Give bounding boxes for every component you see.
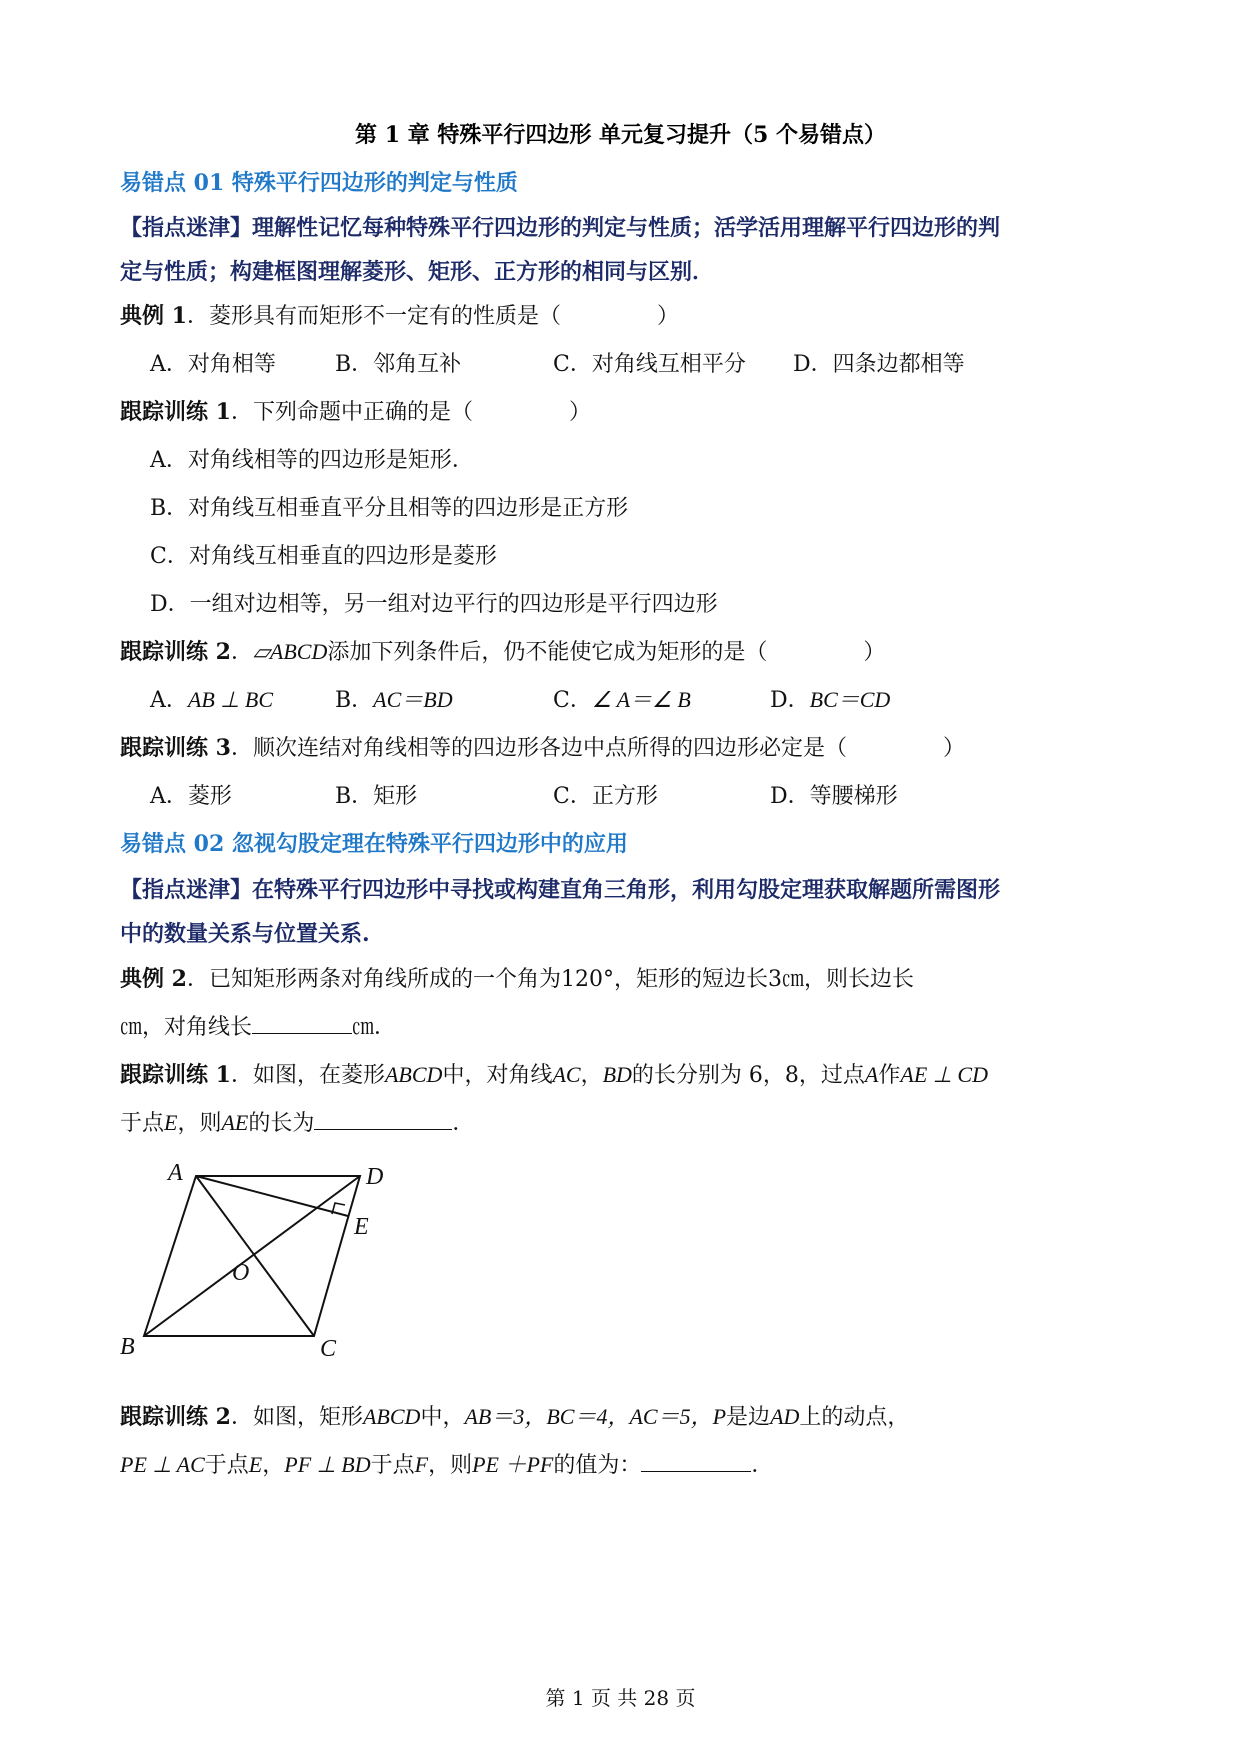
label-c: C: [320, 1336, 337, 1358]
section-heading-01: 易错点 01 特殊平行四边形的判定与性质: [120, 170, 518, 196]
label-a: A: [168, 1160, 183, 1186]
training-text: ．顺次连结对角线相等的四边形各边中点所得的四边形必定是（: [230, 736, 847, 761]
answer-blank[interactable]: [252, 1015, 352, 1034]
hint-paragraph-01: [120, 211, 1000, 242]
hint-label: 【指点迷津】: [120, 215, 253, 241]
label-b: B: [120, 1334, 135, 1358]
option-b: B．AC＝BD: [335, 687, 453, 713]
example-2-line1: [120, 962, 914, 993]
math-abcd: ABCD: [269, 639, 328, 664]
label-o: O: [232, 1260, 250, 1286]
label-e: E: [354, 1214, 369, 1240]
parallelogram-symbol: ▱: [252, 639, 270, 664]
option-a: A．对角线相等的四边形是矩形．: [150, 448, 474, 473]
option-b: B．邻角互补: [335, 352, 462, 377]
page-footer: 第 1 页 共 28 页: [545, 1686, 696, 1710]
paren-close: ）: [942, 736, 965, 761]
training-label: 跟踪训练 1: [120, 399, 231, 425]
example-text: ．已知矩形两条对角线所成的一个角为120°，矩形的短边长3㎝，则长边长: [186, 967, 914, 992]
hint-text-line1: 理解性记忆每种特殊平行四边形的判定与性质；活学活用理解平行四边形的判: [252, 215, 1001, 241]
option-a: A．菱形: [150, 784, 232, 809]
training-2: [120, 635, 885, 666]
paren-close: ）: [656, 304, 679, 329]
example-text: ㎝，对角线长: [120, 1015, 253, 1040]
option-a: A．对角相等: [150, 352, 276, 377]
training-label: 跟踪训练 2: [120, 639, 231, 665]
option-d: D．等腰梯形: [770, 784, 898, 809]
option-b: B．对角线互相垂直平分且相等的四边形是正方形: [150, 496, 629, 521]
option-c: C．正方形: [553, 784, 658, 809]
example-text: ㎝．: [352, 1015, 397, 1040]
example-label: 典例 2: [120, 966, 187, 992]
hint-paragraph-02: [120, 873, 1000, 904]
hint-text-line1: 在特殊平行四边形中寻找或构建直角三角形，利用勾股定理获取解题所需图形: [252, 877, 1001, 903]
example-2-line2: [120, 1010, 396, 1041]
option-c: C．对角线互相垂直的四边形是菱形: [150, 544, 497, 569]
training-label: 跟踪训练 3: [120, 735, 231, 761]
option-d: D．BC＝CD: [770, 687, 891, 713]
option-d: D．一组对边相等，另一组对边平行的四边形是平行四边形: [150, 592, 718, 617]
hint-text-line2: 中的数量关系与位置关系.: [120, 921, 370, 947]
paren-close: ）: [863, 640, 886, 665]
example-text: ．菱形具有而矩形不一定有的性质是（: [186, 304, 561, 329]
diagonal-ac: [196, 1176, 314, 1336]
option-d: D．四条边都相等: [793, 352, 965, 377]
rhombus-figure: [110, 1158, 410, 1358]
training-2-2-line1: 跟踪训练 2．如图，矩形ABCD中，AB＝3，BC＝4，AC＝5，P是边AD上的动点，: [120, 1404, 910, 1430]
example-1: [120, 299, 679, 330]
example-label: 典例 1: [120, 303, 187, 329]
training-1: [120, 395, 591, 426]
option-c: C．∠ A＝∠ B: [553, 687, 691, 713]
page-title: 第 1 章 特殊平行四边形 单元复习提升（5 个易错点）: [355, 122, 886, 148]
option-a: A．AB ⊥ BC: [150, 687, 274, 713]
paren-close: ）: [568, 400, 591, 425]
option-b: B．矩形: [335, 784, 418, 809]
option-c: C．对角线互相平分: [553, 352, 746, 377]
label-d: D: [366, 1164, 384, 1190]
section-heading-02: 易错点 02 忽视勾股定理在特殊平行四边形中的应用: [120, 831, 628, 857]
training-text: ．下列命题中正确的是（: [230, 400, 473, 425]
answer-blank[interactable]: [314, 1111, 452, 1130]
hint-label: 【指点迷津】: [120, 877, 253, 903]
hint-text-line2: 定与性质；构建框图理解菱形、矩形、正方形的相同与区别．: [120, 259, 715, 285]
diagonal-bd: [144, 1176, 360, 1336]
sep: ．: [230, 640, 253, 665]
training-label: 跟踪训练 1: [120, 1062, 231, 1088]
training-3: [120, 731, 965, 762]
answer-blank[interactable]: [641, 1453, 751, 1472]
training-label: 跟踪训练 2: [120, 1404, 231, 1430]
segment-ae: [196, 1176, 348, 1216]
training-2-1-line2: 于点E，则AE的长为 ．: [120, 1110, 475, 1136]
training-2-2-line2: PE ⊥ AC于点E，PF ⊥ BD于点F，则PE ＋PF的值为： ．: [120, 1452, 774, 1478]
training-text: 添加下列条件后，仍不能使它成为矩形的是（: [327, 640, 768, 665]
training-2-1-line1: 跟踪训练 1．如图，在菱形ABCD中，对角线AC，BD的长分别为 6，8，过点A作AE ⊥ CD: [120, 1062, 988, 1088]
